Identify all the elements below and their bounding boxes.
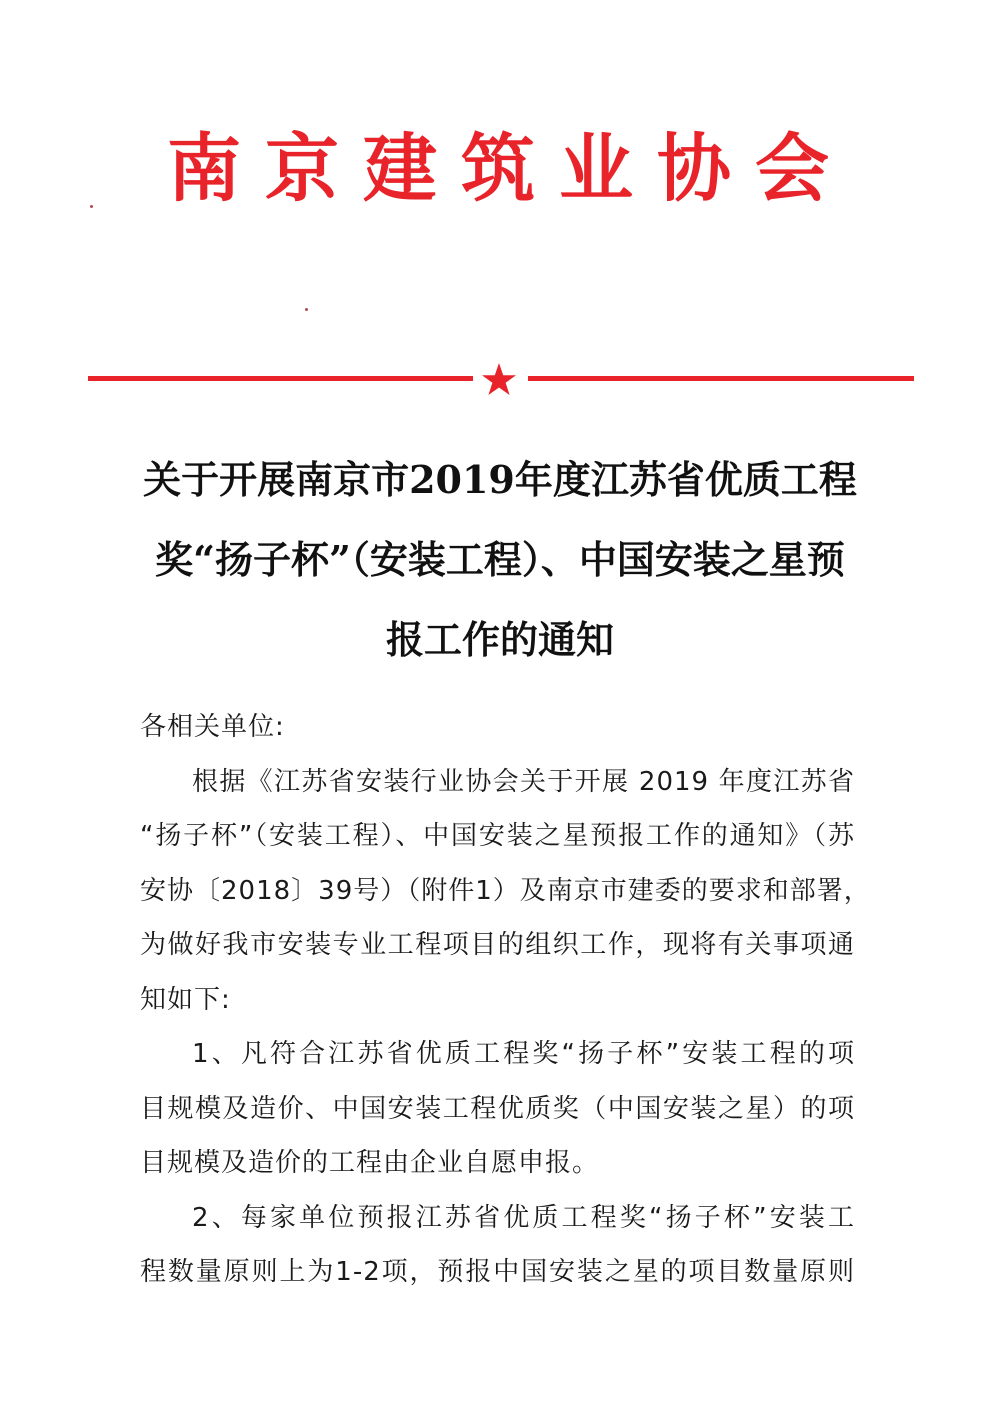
notice-body <box>140 700 871 1300</box>
scan-speck <box>90 205 93 208</box>
notice-title <box>100 440 900 680</box>
paragraph-line: 2、每家单位预报江苏省优质工程奖“扬子杯”安装工 <box>192 1202 855 1233</box>
paragraph-line: 1、凡符合江苏省优质工程奖“扬子杯”安装工程的项 <box>192 1039 855 1069</box>
paragraph-line: 知如下: <box>140 984 231 1015</box>
organization-header: 南京建筑业协会 <box>167 126 853 212</box>
paragraph-line: 目规模及造价、中国安装工程优质奖（中国安装之星）的项 <box>140 1093 855 1124</box>
paragraph-line: 根据《江苏省安装行业协会关于开展 2019 年度江苏省 <box>192 766 855 797</box>
paragraph-line: 目规模及造价的工程由企业自愿申报。 <box>140 1148 600 1178</box>
title-line: 奖“扬子杯”（安装工程）、中国安装之星预 <box>155 537 845 582</box>
paragraph-line: 程数量原则上为1-2项，预报中国安装之星的项目数量原则 <box>140 1257 855 1287</box>
salutation: 各相关单位: <box>140 712 285 742</box>
scan-speck <box>305 308 308 311</box>
title-line: 关于开展南京市2019年度江苏省优质工程 <box>143 457 857 502</box>
title-line: 报工作的通知 <box>385 617 614 662</box>
red-star-icon <box>481 362 517 398</box>
paragraph-line: 安协〔2018〕39号）（附件1）及南京市建委的要求和部署， <box>140 875 871 906</box>
paragraph-line: 为做好我市安装专业工程项目的组织工作，现将有关事项通 <box>140 930 855 960</box>
paragraph-line: “扬子杯”（安装工程）、中国安装之星预报工作的通知》（苏 <box>140 821 855 851</box>
header-rule-left <box>88 376 473 381</box>
header-rule-right <box>528 376 914 381</box>
